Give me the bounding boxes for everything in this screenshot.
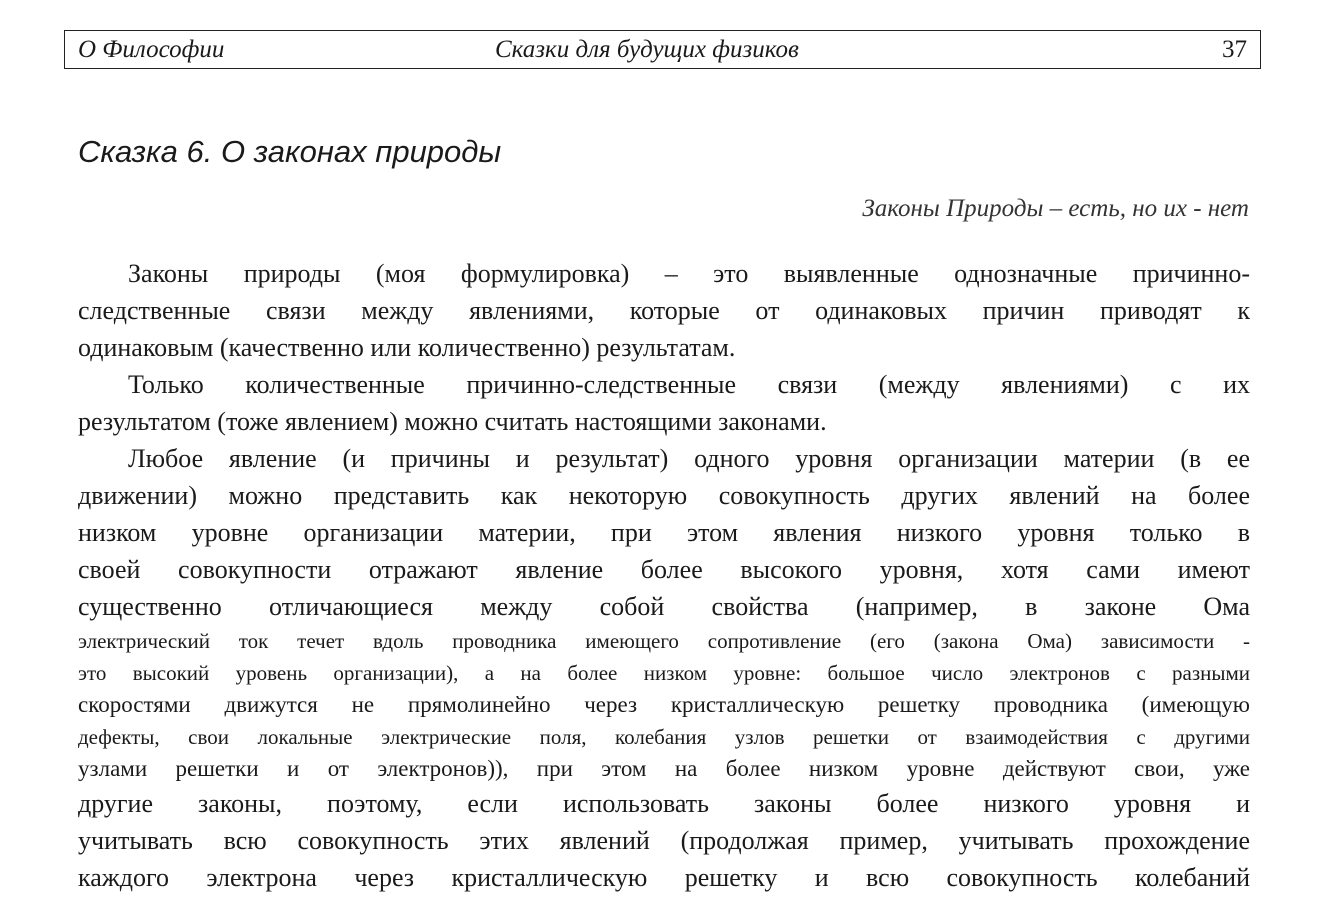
text-line: результатом (тоже явлением) можно считать настоящими законами.	[78, 407, 827, 436]
text-line: учитывать всю совокупность этих явлений (продолжая пример, учитывать прохождение	[78, 826, 1250, 855]
text-line: одинаковым (качественно или количественно) результатам.	[78, 333, 736, 362]
text-line: это высокий уровень организации), а на более низком уровне: большое число электронов с разными	[78, 661, 1250, 685]
body-text	[78, 255, 1250, 896]
running-header	[64, 30, 1261, 69]
text-line: Законы природы (моя формулировка) – это выявленные однозначные причинно-	[128, 259, 1250, 288]
text-line: существенно отличающиеся между собой свойства (например, в законе Ома	[78, 592, 1250, 621]
chapter-title: Сказка 6. О законах природы	[78, 134, 502, 169]
text-line: движении) можно представить как некоторую совокупность других явлений на более	[78, 481, 1250, 510]
text-line: электрический ток течет вдоль проводника имеющего сопротивление (его (закона Ома) зависимости -	[78, 629, 1250, 653]
text-line: Любое явление (и причины и результат) одного уровня организации материи (в ее	[128, 444, 1250, 473]
epigraph: Законы Природы – есть, но их - нет	[862, 195, 1249, 222]
text-line: скоростями движутся не прямолинейно через кристаллическую решетку проводника (имеющую	[78, 692, 1250, 717]
text-line: дефекты, свои локальные электрические поля, колебания узлов решетки от взаимодействия с другими	[78, 725, 1250, 749]
text-line: низком уровне организации материи, при этом явления низкого уровня только в	[78, 518, 1250, 547]
header-section-title: О Философии	[78, 36, 225, 63]
page-number: 37	[1222, 36, 1247, 63]
text-line: узлами решетки и от электронов)), при этом на более низком уровне действуют свои, уже	[78, 756, 1250, 781]
text-line: каждого электрона через кристаллическую решетку и всю совокупность колебаний	[78, 863, 1250, 892]
text-line: своей совокупности отражают явление более высокого уровня, хотя сами имеют	[78, 555, 1250, 584]
text-line: следственные связи между явлениями, которые от одинаковых причин приводят к	[78, 296, 1250, 325]
header-book-title: Сказки для будущих физиков	[495, 36, 799, 63]
text-line: Только количественные причинно-следственные связи (между явлениями) с их	[128, 370, 1250, 399]
text-line: другие законы, поэтому, если использовать законы более низкого уровня и	[78, 789, 1250, 818]
